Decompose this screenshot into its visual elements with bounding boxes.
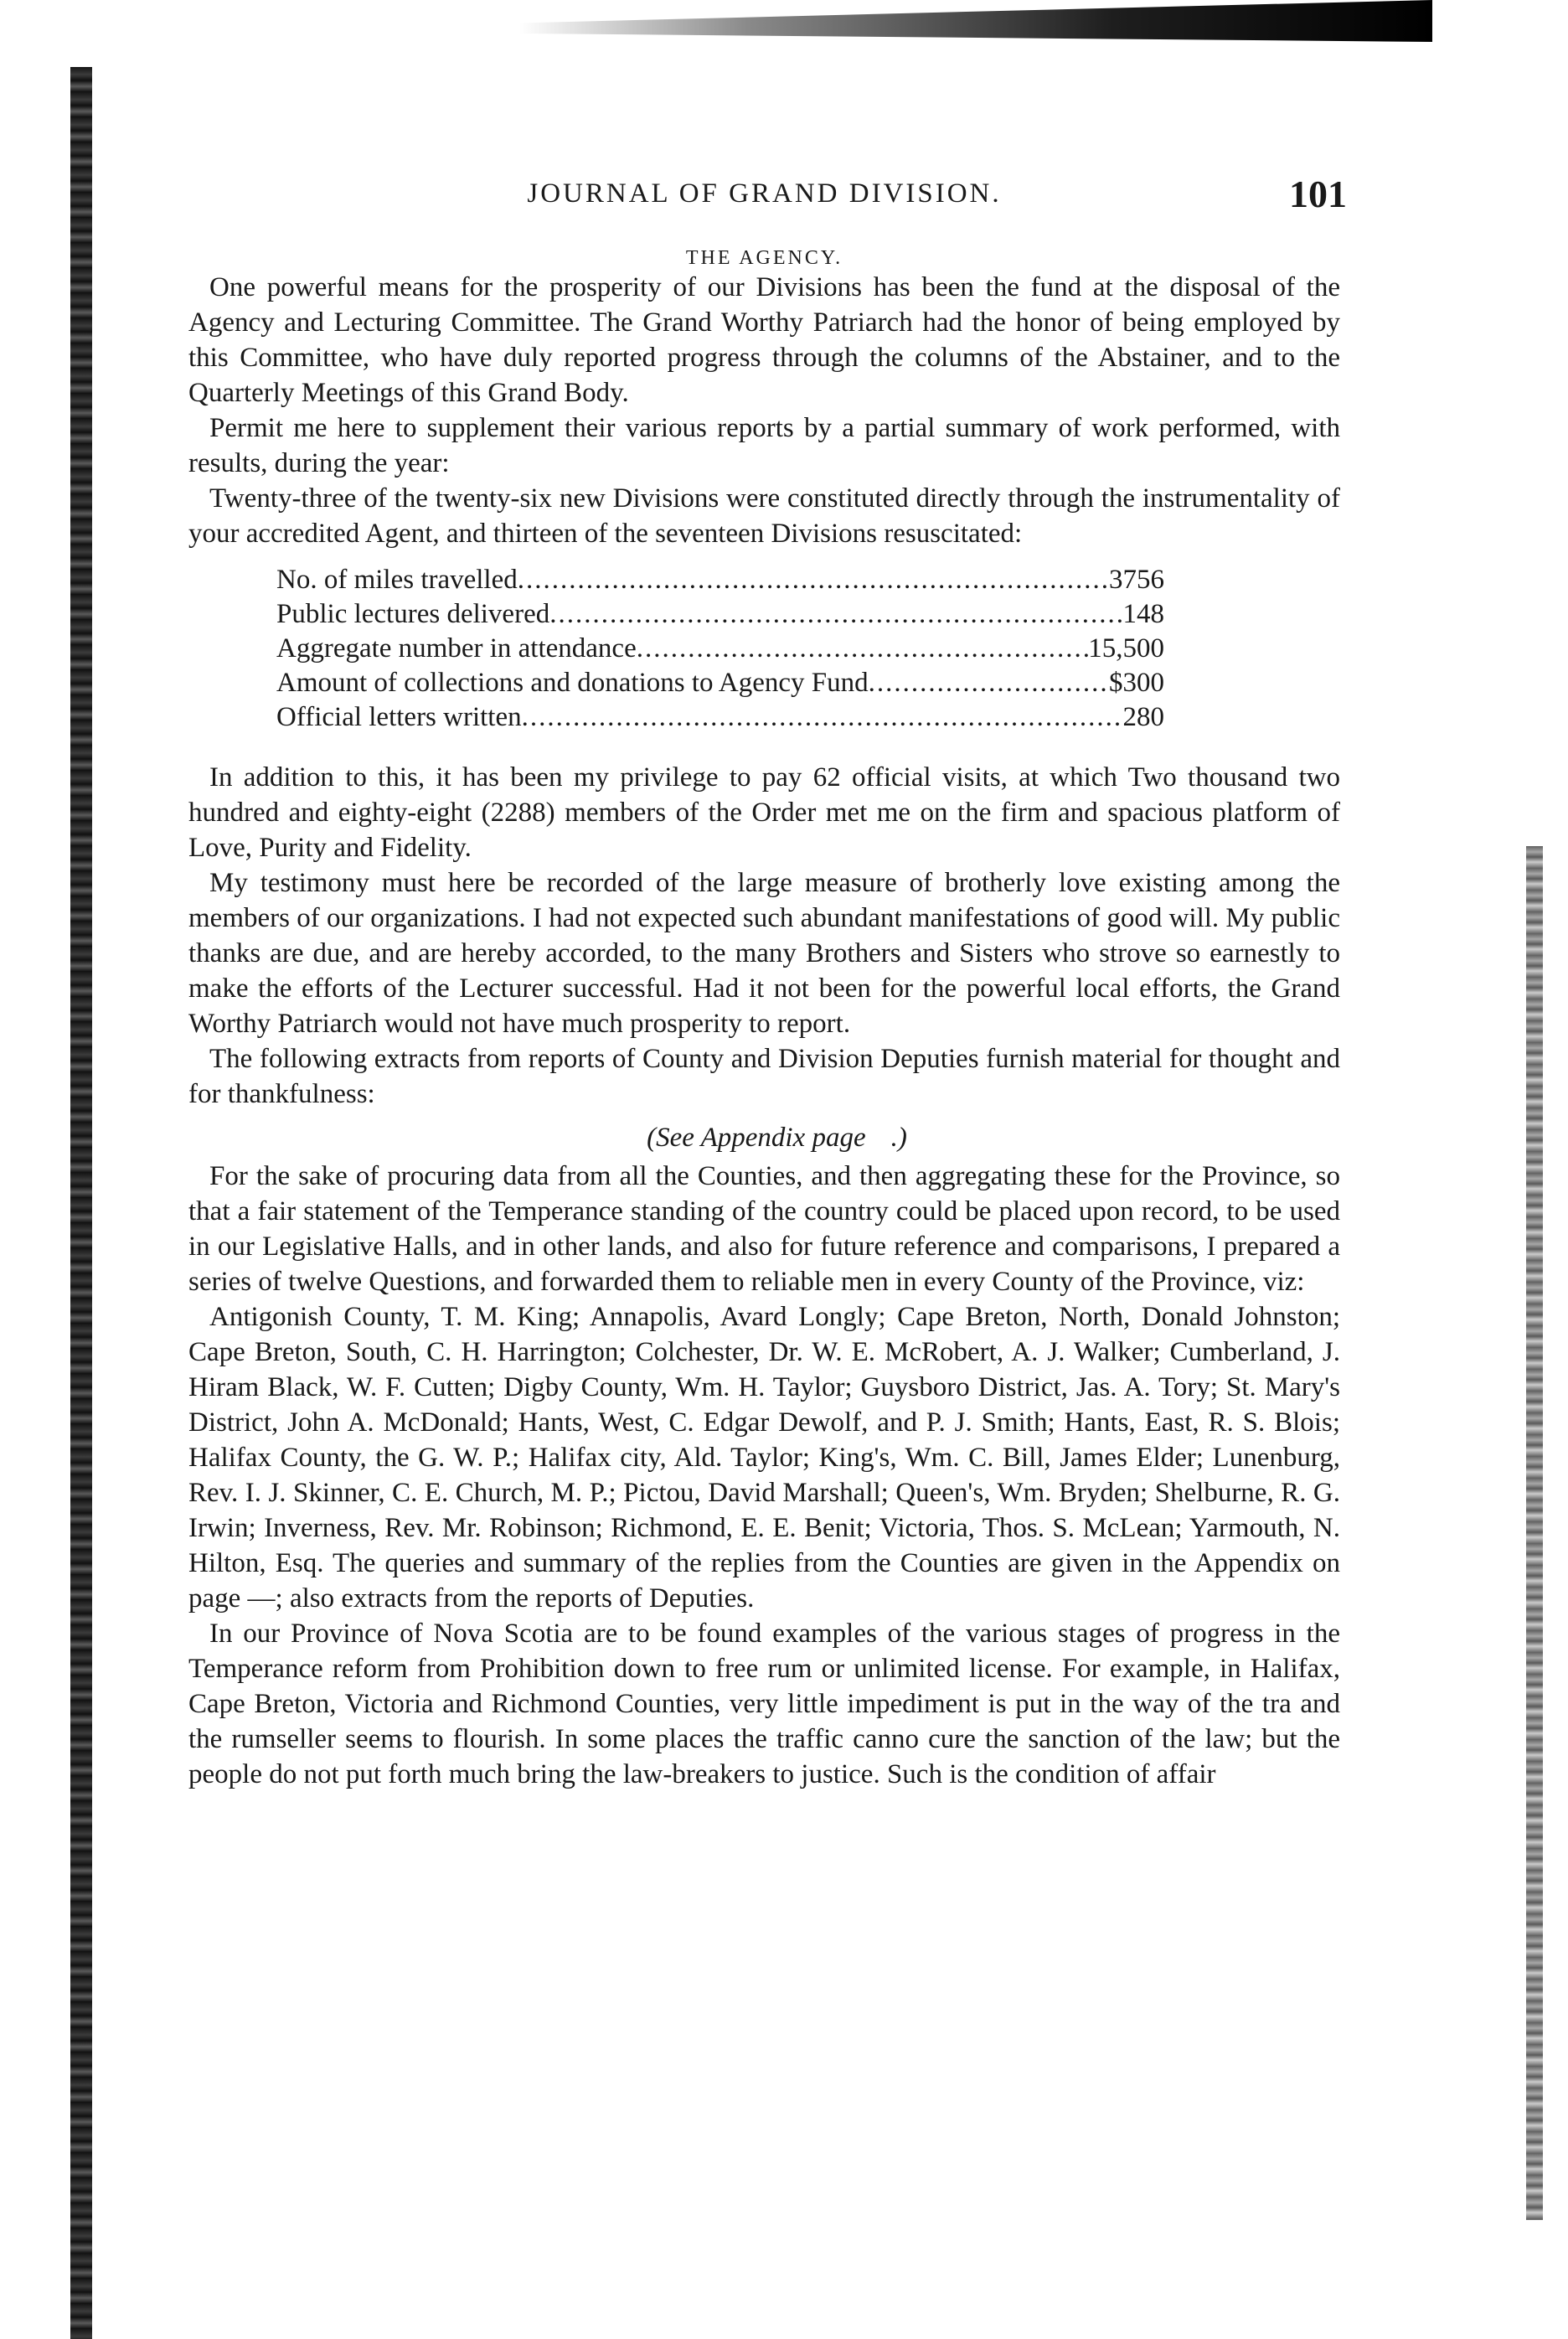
page-number: 101: [1289, 173, 1347, 215]
document-page: [188, 172, 1347, 1792]
scan-right-edge-noise: [1526, 846, 1543, 2220]
stat-value: 280: [1122, 702, 1164, 732]
leader-dots: [869, 666, 1109, 700]
stat-value: $300: [1109, 668, 1164, 698]
stat-row: [276, 666, 1164, 700]
leader-dots: [637, 632, 1089, 666]
stat-label: Aggregate number in attendance: [276, 633, 637, 663]
paragraph-questions: For the sake of procuring data from all the Counties, and then aggregating these for the Province, so that a fair statement of the Temperance standing of the country could be placed upon record, to be used in our Legislative Halls, and in other lands, and also for future reference and comparisons, I prepared a series of twelve Questions, and forwarded them to reliable men in every County of the Province, viz:: [188, 1161, 1340, 1297]
paragraph-nova-scotia: In our Province of Nova Scotia are to be found examples of the various stages of progress in the Temperance reform from Prohibition down to free rum or unlimited license. For example, in Halifax, Cape Breton, Victoria and Richmond Counties, very little impediment is put in the way of the tra and the rumseller seems to flourish. In some places the traffic canno cure the sanction of the law; but the people do not put forth much bring the law-breakers to justice. Such is the condition of affair: [188, 1619, 1340, 1789]
paragraph-official-visits: In addition to this, it has been my privilege to pay 62 official visits, at which Two thousand two hundred and eighty-eight (2288) members of the Order met me on the firm and spacious platform of Love, Purity and Fidelity.: [188, 762, 1340, 863]
stat-row: [276, 700, 1164, 735]
stat-value: 3756: [1109, 565, 1164, 595]
scan-top-edge-shadow: [519, 0, 1432, 42]
stat-row: [276, 597, 1164, 632]
paragraph-testimony: My testimony must here be recorded of the large measure of brotherly love existing among the members of our organizations. I had not expected such abundant manifestations of good will. My public thanks are due, and are hereby accorded, to the many Brothers and Sisters who strove so earnestly to make the efforts of the Lecturer successful. Had it not been for the powerful local efforts, the Grand Worthy Patriarch would not have much prosperity to report.: [188, 868, 1340, 1039]
stat-row: [276, 632, 1164, 666]
stat-value: 148: [1122, 599, 1164, 629]
stat-label: Official letters written: [276, 702, 522, 732]
leader-dots: [518, 563, 1109, 597]
running-head-title: JOURNAL OF GRAND DIVISION.: [527, 178, 1002, 209]
paragraph-extracts-intro: The following extracts from reports of County and Division Deputies furnish material for thought and for thankfulness:: [188, 1044, 1340, 1109]
stat-label: Amount of collections and donations to Agency Fund: [276, 668, 869, 698]
paragraph-agency-fund: One powerful means for the prosperity of our Divisions has been the fund at the disposal of the Agency and Lecturing Committee. The Grand Worthy Patriarch had the honor of being employed by this Committee, who have duly reported progress through the columns of the Abstainer, and to the Quarterly Meetings of this Grand Body.: [188, 272, 1340, 408]
stat-value: 15,500: [1088, 633, 1164, 663]
leader-dots: [549, 597, 1122, 632]
paragraph-county-deputies: Antigonish County, T. M. King; Annapolis, Avard Longly; Cape Breton, North, Donald Johnston; Cape Breton, South, C. H. Harrington; Colchester, Dr. W. E. McRobert, A. J. Walker; Cumberland, J. Hiram Black, W. F. Cutten; Digby County, Wm. H. Taylor; Guysboro District, Jas. A. Tory; St. Mary's District, John A. McDonald; Hants, West, C. Edgar Dewolf, and P. J. Smith; Hants, East, R. S. Blois; Halifax County, the G. W. P.; Halifax city, Ald. Taylor; King's, Wm. C. Bill, James Elder; Lunenburg, Rev. I. J. Skinner, C. E. Church, M. P.; Pictou, David Marshall; Queen's, Wm. Bryden; Shelburne, R. G. Irwin; Inverness, Rev. Mr. Robinson; Richmond, E. E. Benit; Victoria, Thos. S. McLean; Yarmouth, N. Hilton, Esq. The queries and summary of the replies from the Counties are given in the Appendix on page —; also extracts from the reports of Deputies.: [188, 1302, 1340, 1614]
appendix-reference-text: (See Appendix page: [647, 1123, 866, 1153]
appendix-reference: [188, 1120, 1340, 1155]
stat-row: [276, 563, 1164, 597]
leader-dots: [522, 700, 1123, 735]
agency-statistics: [276, 563, 1164, 735]
section-title: THE AGENCY.: [685, 247, 843, 269]
running-head: [188, 172, 1347, 222]
stat-label: Public lectures delivered: [276, 599, 550, 629]
paragraph-divisions: Twenty-three of the twenty-six new Divisions were constituted directly through the instrumentality of your accredited Agent, and thirteen of the seventeen Divisions resuscitated:: [188, 483, 1340, 549]
appendix-reference-close: .): [890, 1123, 907, 1153]
stat-label: No. of miles travelled: [276, 565, 518, 595]
paragraph-summary-intro: Permit me here to supplement their various reports by a partial summary of work performed, with results, during the year:: [188, 413, 1340, 478]
scan-left-binding-edge: [70, 67, 92, 2339]
